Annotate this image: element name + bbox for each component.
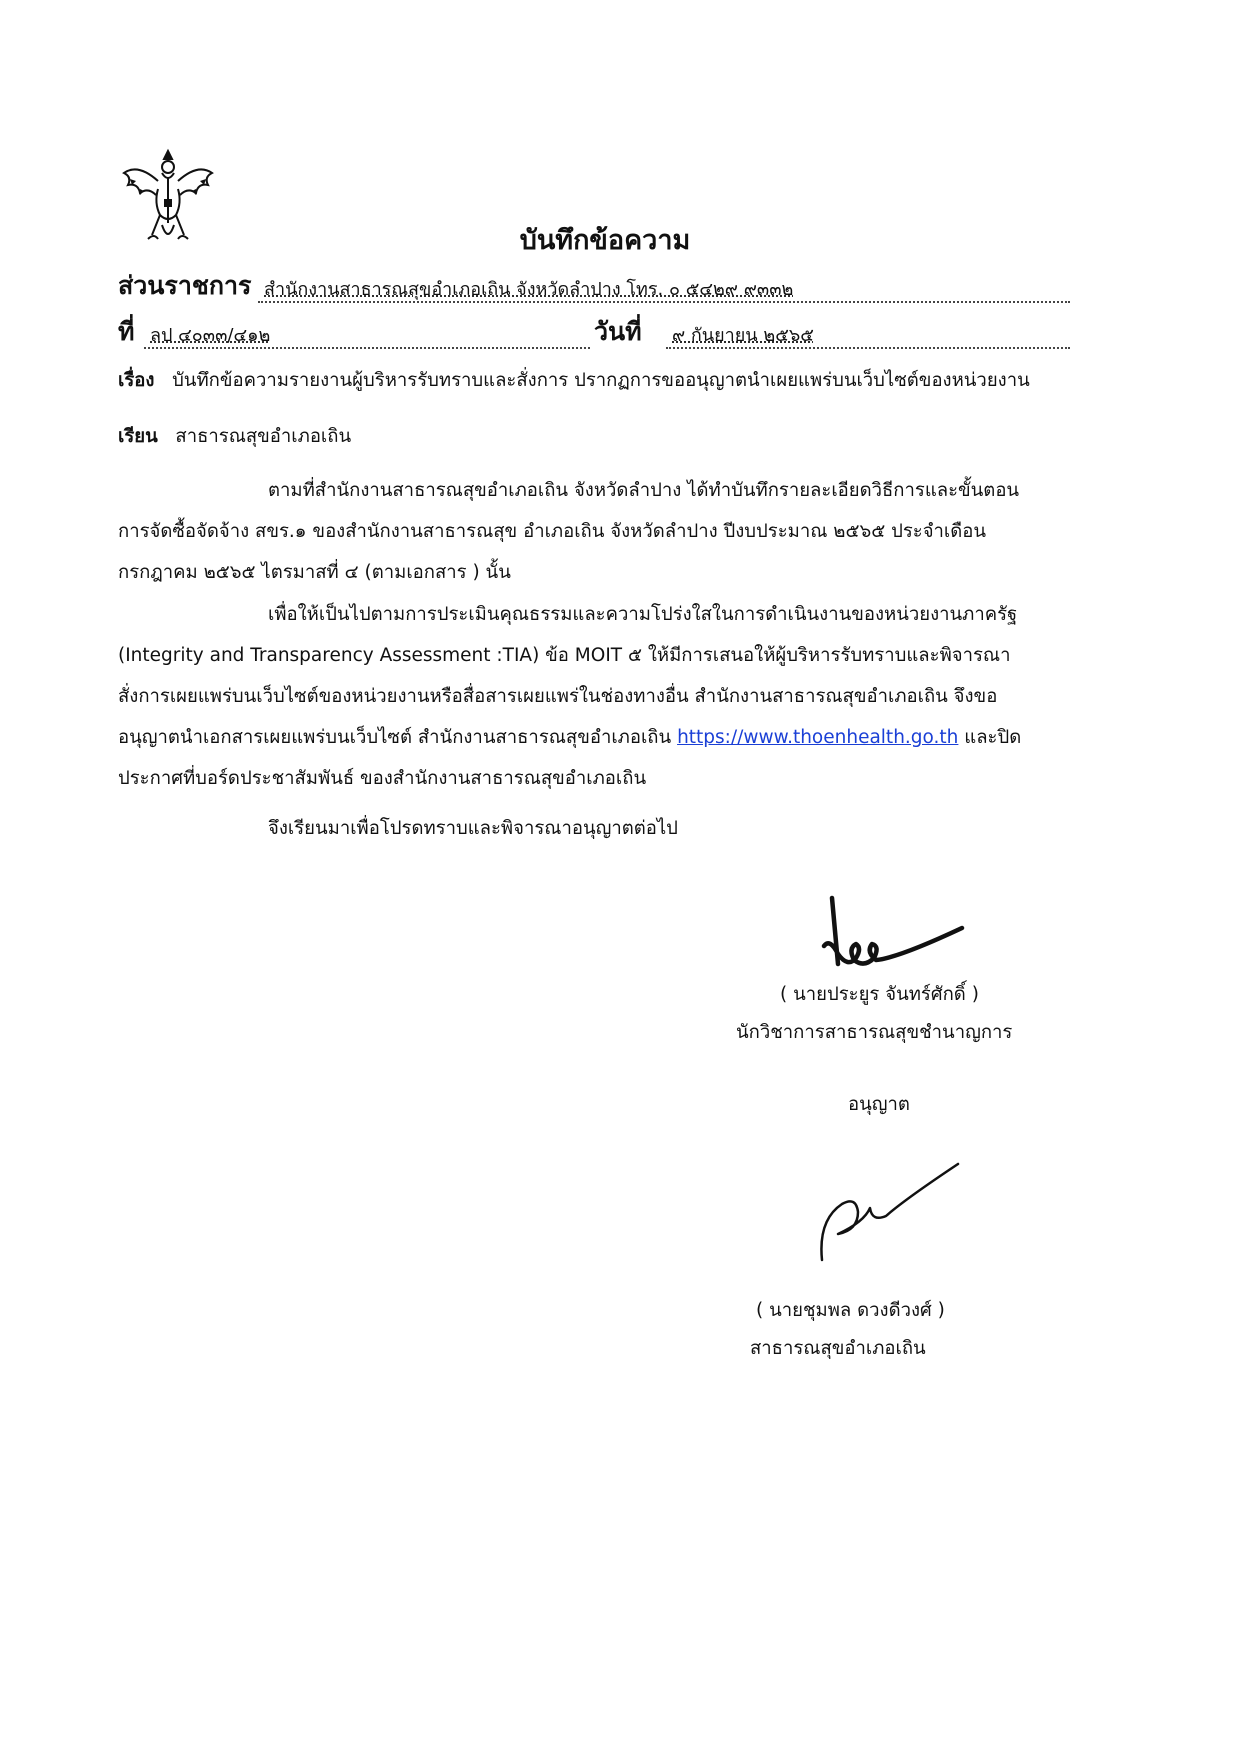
website-link[interactable]: https://www.thoenhealth.go.th bbox=[677, 727, 959, 748]
signature-2-icon bbox=[808, 1160, 968, 1270]
department-value: สำนักงานสาธารณสุขอำเภอเถิน จังหวัดลำปาง โทร. ๐ ๕๔๒๙ ๙๓๓๒ bbox=[258, 279, 1070, 303]
paragraph-line: ตามที่สำนักงานสาธารณสุขอำเภอเถิน จังหวัดลำปาง ได้ทำบันทึกรายละเอียดวิธีการและขั้นตอน bbox=[268, 480, 1020, 501]
closing-line: จึงเรียนมาเพื่อโปรดทราบและพิจารณาอนุญาตต่อไป bbox=[268, 818, 678, 839]
department-label: ส่วนราชการ bbox=[118, 271, 252, 300]
paragraph-line: การจัดซื้อจัดจ้าง สขร.๑ ของสำนักงานสาธารณสุข อำเภอเถิน จังหวัดลำปาง ปีงบประมาณ ๒๕๖๕ ประจำเดือน bbox=[118, 521, 987, 542]
signer-1-position: นักวิชาการสาธารณสุขชำนาญการ bbox=[736, 1022, 1013, 1043]
paragraph-line: อนุญาตนำเอกสารเผยแพร่บนเว็บไซต์ สำนักงานสาธารณสุขอำเภอเถิน https://www.thoenhealth.go.th และปิด bbox=[118, 727, 1022, 748]
salutation-label: เรียน bbox=[118, 426, 158, 447]
reference-value: ลป ๔๐๓๓/๔๑๒ bbox=[144, 325, 590, 349]
body-paragraph-2 bbox=[118, 594, 1128, 799]
subject-value: บันทึกข้อความรายงานผู้บริหารรับทราบและสั่งการ ปรากฏการขออนุญาตนำเผยแพร่บนเว็บไซต์ของหน่วยงาน bbox=[172, 370, 1030, 391]
paragraph-line: ประกาศที่บอร์ดประชาสัมพันธ์ ของสำนักงานสาธารณสุขอำเภอเถิน bbox=[118, 768, 647, 789]
body-paragraph-1 bbox=[118, 470, 1128, 593]
department-row bbox=[118, 272, 1070, 306]
signer-2-position: สาธารณสุขอำเภอเถิน bbox=[750, 1338, 926, 1359]
date-value: ๙ กันยายน ๒๕๖๕ bbox=[666, 325, 1070, 349]
signer-2-name: ( นายชุมพล ดวงดีวงศ์ ) bbox=[756, 1300, 945, 1321]
reference-label: ที่ bbox=[118, 317, 135, 346]
paragraph-line: กรกฎาคม ๒๕๖๕ ไตรมาสที่ ๔ (ตามเอกสาร ) นั้น bbox=[118, 562, 511, 583]
approval-label: อนุญาต bbox=[848, 1094, 910, 1115]
paragraph-line: สั่งการเผยแพร่บนเว็บไซต์ของหน่วยงานหรือสื่อสารเผยแพร่ในช่องทางอื่น สำนักงานสาธารณสุขอำเภอเถิน จึงขอ bbox=[118, 686, 998, 707]
date-label: วันที่ bbox=[594, 317, 642, 346]
document-title: บันทึกข้อความ bbox=[519, 225, 691, 256]
subject-line bbox=[118, 366, 1030, 395]
subject-label: เรื่อง bbox=[118, 370, 155, 391]
paragraph-line: เพื่อให้เป็นไปตามการประเมินคุณธรรมและความโปร่งใสในการดำเนินงานของหน่วยงานภาครัฐ bbox=[268, 604, 1018, 625]
signature-1-icon bbox=[818, 888, 968, 978]
signer-1-name: ( นายประยูร จันทร์ศักดิ์ ) bbox=[780, 984, 979, 1005]
salutation-value: สาธารณสุขอำเภอเถิน bbox=[175, 426, 352, 447]
salutation-line bbox=[118, 422, 351, 451]
paragraph-line: (Integrity and Transparency Assessment :TIA) ข้อ MOIT ๕ ให้มีการเสนอให้ผู้บริหารรับทราบและพิจารณา bbox=[118, 645, 1011, 666]
reference-date-row bbox=[118, 318, 1070, 352]
